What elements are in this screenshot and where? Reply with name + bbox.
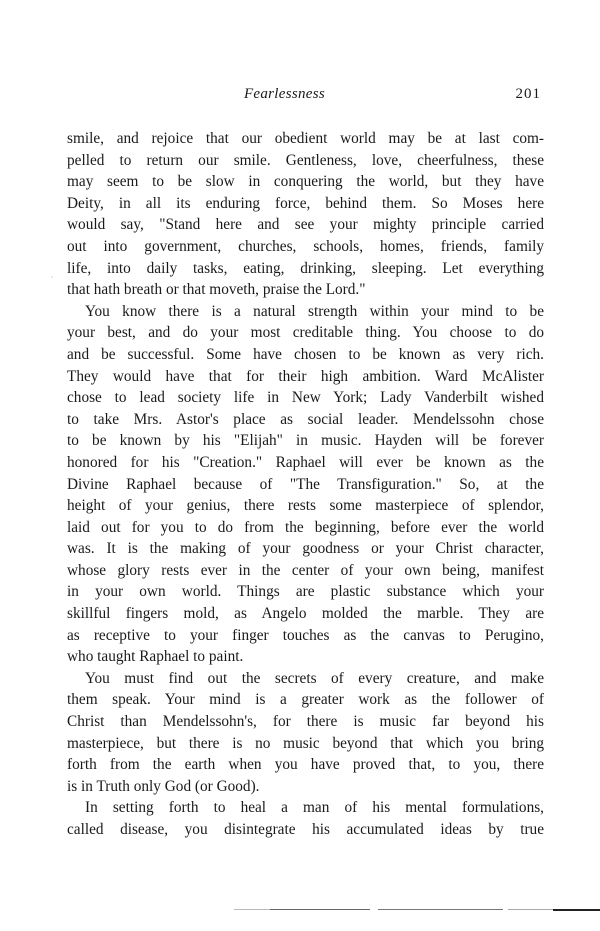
rule-segment <box>553 909 600 911</box>
scan-speck <box>51 276 53 278</box>
text-line: honored for his "Creation." Raphael will ever be known as the <box>67 453 544 471</box>
text-line: Christ than Mendelssohn's, for there is music far beyond his <box>67 713 544 731</box>
text-line: They would have that for their high ambition. Ward McAlister <box>67 367 544 385</box>
text-line: smile, and rejoice that our obedient world may be at last com- <box>67 130 544 147</box>
paragraph <box>67 301 544 668</box>
rule-segment <box>378 909 503 910</box>
text-line: In setting forth to heal a man of his mental formulations, <box>85 799 544 817</box>
running-head <box>66 86 543 108</box>
text-line: height of your genius, there rests some masterpiece of splendor, <box>67 497 544 515</box>
text-line: Deity, in all its enduring force, behind them. So Moses here <box>67 194 544 212</box>
text-line: may seem to be slow in conquering the world, but they have <box>67 173 544 191</box>
text-line: You must find out the secrets of every creature, and make <box>85 669 544 687</box>
text-line: and be successful. Some have chosen to be known as very rich. <box>67 345 544 363</box>
text-line: skillful fingers mold, as Angelo molded the marble. They are <box>67 605 544 623</box>
text-line: chose to lead society life in New York; Lady Vanderbilt wished <box>67 389 544 407</box>
text-line: masterpiece, but there is no music beyond that which you bring <box>67 734 544 752</box>
page-number: 201 <box>515 86 541 102</box>
text-line: them speak. Your mind is a greater work as the follower of <box>67 691 544 709</box>
text-line: would say, "Stand here and see your mighty principle carried <box>67 216 544 234</box>
rule-segment <box>234 909 270 910</box>
text-line: out into government, churches, schools, homes, friends, family <box>67 237 544 255</box>
text-line: that hath breath or that moveth, praise the Lord." <box>67 281 366 299</box>
text-line: who taught Raphael to paint. <box>67 648 244 666</box>
scan-edge-rule <box>218 909 600 911</box>
text-line: pelled to return our smile. Gentleness, love, cheerfulness, these <box>67 151 544 169</box>
paragraph <box>67 797 544 840</box>
rule-segment <box>270 909 370 910</box>
text-line: to be known by his "Elijah" in music. Hayden will be forever <box>67 432 544 450</box>
text-line: life, into daily tasks, eating, drinking, sleeping. Let everything <box>67 259 544 277</box>
running-title: Fearlessness <box>243 86 326 102</box>
text-line: to take Mrs. Astor's place as social leader. Mendelssohn chose <box>67 410 544 428</box>
text-line: in your own world. Things are plastic substance which your <box>67 583 544 601</box>
text-line: forth from the earth when you have proved that, to you, there <box>67 756 544 774</box>
text-line: Divine Raphael because of "The Transfiguration." So, at the <box>67 475 544 493</box>
paragraph <box>67 668 544 798</box>
text-line: whose glory rests ever in the center of your own being, manifest <box>67 561 544 579</box>
text-line: is in Truth only God (or Good). <box>67 777 260 795</box>
text-line: You know there is a natural strength within your mind to be <box>85 302 544 320</box>
text-line: your best, and do your most creditable thing. You choose to do <box>67 324 544 342</box>
body-text <box>67 128 544 841</box>
rule-segment <box>508 909 553 910</box>
paragraph <box>67 128 544 301</box>
text-line: as receptive to your finger touches as the canvas to Perugino, <box>67 626 544 644</box>
text-line: was. It is the making of your goodness or your Christ character, <box>67 540 544 558</box>
text-line: called disease, you disintegrate his accumulated ideas by true <box>67 821 544 838</box>
text-line: laid out for you to do from the beginning, before ever the world <box>67 518 544 536</box>
